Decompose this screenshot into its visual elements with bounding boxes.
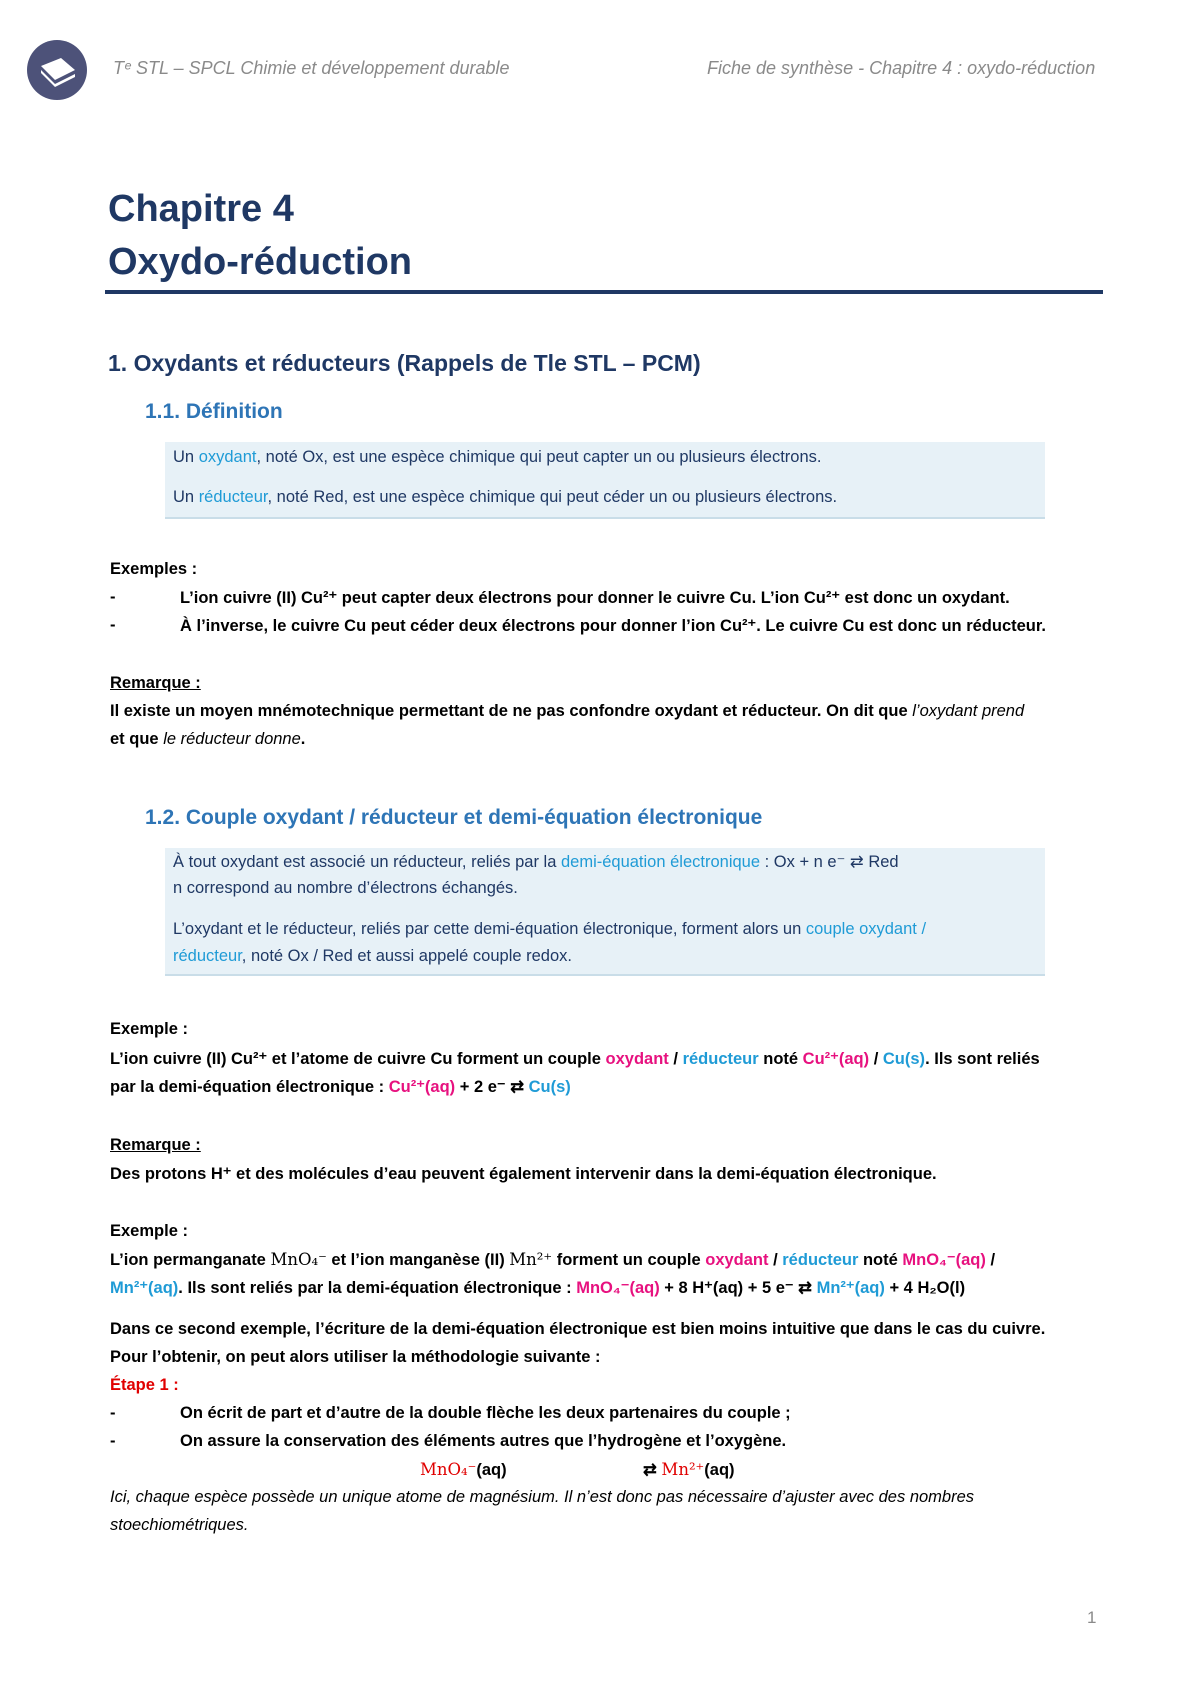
paragraph-line: Dans ce second exemple, l’écriture de la demi-équation électronique est bien moins intuitive que dans le cas du cuivre. [110, 1320, 1046, 1338]
note-line: Ici, chaque espèce possède un unique atome de magnésium. Il n’est donc pas nécessaire d’ajuster avec des nombres [110, 1488, 975, 1506]
example-line: Mn²⁺(aq). Ils sont reliés par la demi-équation électronique : MnO₄⁻(aq) + 8 H⁺(aq) + 5 e⁻ ⇄ Mn²⁺(aq) + 4 H₂O(l) [110, 1279, 966, 1297]
page-number: 1 [1087, 1608, 1097, 1627]
subsection-heading: 1.2. Couple oxydant / réducteur et demi-équation électronique [145, 806, 763, 829]
paragraph-line: Pour l’obtenir, on peut alors utiliser la méthodologie suivante : [110, 1348, 601, 1366]
step-label: Étape 1 : [110, 1376, 179, 1394]
example-line: L’ion cuivre (II) Cu²⁺ et l’atome de cuivre Cu forment un couple oxydant / réducteur noté Cu²⁺(aq) / Cu(s). Ils sont reliés [110, 1050, 1040, 1068]
definition-box [165, 442, 1045, 519]
definition-box [165, 848, 1045, 976]
chapter-title: Chapitre 4 [108, 188, 294, 230]
box-line: L’oxydant et le réducteur, reliés par cette demi-équation électronique, forment alors un couple oxydant / [173, 920, 927, 938]
remark-line: et que le réducteur donne. [110, 730, 306, 748]
definition-oxidant: Un oxydant, noté Ox, est une espèce chimique qui peut capter un ou plusieurs électrons. [173, 448, 822, 466]
examples-label: Exemples : [110, 560, 198, 578]
subsection-heading: 1.1. Définition [145, 400, 283, 423]
remark-label: Remarque : [110, 1136, 201, 1154]
header-right: Fiche de synthèse - Chapitre 4 : oxydo-réduction [707, 58, 1096, 78]
box-line: À tout oxydant est associé un réducteur, reliés par la demi-équation électronique : Ox + n e⁻ ⇄ Red [173, 853, 899, 871]
equation-left: MnO₄⁻(aq) [420, 1460, 507, 1479]
example-label: Exemple : [110, 1222, 188, 1240]
example-label: Exemple : [110, 1020, 188, 1038]
box-line: réducteur, noté Ox / Red et aussi appelé couple redox. [173, 947, 572, 965]
school-logo [27, 40, 87, 100]
remark-label: Remarque : [110, 674, 201, 692]
header-left: Tᵉ STL – SPCL Chimie et développement durable [113, 58, 510, 78]
example-line: par la demi-équation électronique : Cu²⁺(aq) + 2 e⁻ ⇄ Cu(s) [110, 1078, 571, 1096]
equation-right: ⇄ Mn²⁺(aq) [643, 1460, 735, 1479]
book-icon [27, 40, 87, 100]
examples-block: Exemple : L’ion cuivre (II) Cu²⁺ et l’atome de cuivre Cu forment un couple oxydant / réducteur noté Cu²⁺(aq) / Cu(s). Ils sont reliés par la demi-équation électronique : Cu²⁺(aq) + 2 e⁻ ⇄ Cu(s) Remarque : Des protons H⁺ et des molécules d’eau peuvent également intervenir dans la demi-équation électronique. Exemple : L’ion permanganate MnO₄⁻ et l’ion manganèse (II) Mn²⁺ forment un couple oxydant / réducteur noté MnO₄⁻(aq) / Mn²⁺(aq). Ils sont reliés par la demi-équation électronique : MnO₄⁻(aq) + 8 H⁺(aq) + 5 e⁻ ⇄ Mn²⁺(aq) + 4 H₂O(l) Dans ce second exemple, l’écriture de la demi-équation électronique est bien moins intuitive que dans le cas du cuivre. Pour l’obtenir, on peut alors utiliser la méthodologie suivante : Étape 1 : - On écrit de part et d’autre de la double flèche les deux partenaires du couple ; - On assure la conservation des éléments autres que l’hydrogène et l’oxygène. MnO₄⁻(aq) ⇄ Mn²⁺(aq) Ici, chaque espèce possède un unique atome de magnésium. Il n’est donc pas nécessaire d’ajuster avec des nombres stoechiométriques. [110, 1020, 1046, 1534]
remark-line: Il existe un moyen mnémotechnique permettant de ne pas confondre oxydant et réducteur. On dit que l’oxydant prend [110, 702, 1025, 720]
note-line: stoechiométriques. [110, 1516, 249, 1534]
remark-text: Des protons H⁺ et des molécules d’eau peuvent également intervenir dans la demi-équation électronique. [110, 1165, 937, 1183]
box-line: n correspond au nombre d’électrons échangés. [173, 879, 518, 897]
example-line: L’ion permanganate MnO₄⁻ et l’ion manganèse (II) Mn²⁺ forment un couple oxydant / réducteur noté MnO₄⁻(aq) / [110, 1250, 996, 1269]
examples-block: Exemples : - L’ion cuivre (II) Cu²⁺ peut capter deux électrons pour donner le cuivre Cu. L’ion Cu²⁺ est donc un oxydant. - À l’inverse, le cuivre Cu peut céder deux électrons pour donner l’ion Cu²⁺. Le cuivre Cu est donc un réducteur. Remarque : Il existe un moyen mnémotechnique permettant de ne pas confondre oxydant et réducteur. On dit que l’oxydant prend et que le réducteur donne. [110, 560, 1046, 748]
chapter-subtitle: Oxydo-réduction [108, 241, 413, 283]
title-rule [105, 290, 1103, 294]
section-heading: 1. Oxydants et réducteurs (Rappels de Tle STL – PCM) [108, 350, 701, 376]
definition-reducer: Un réducteur, noté Red, est une espèce chimique qui peut céder un ou plusieurs électrons. [173, 488, 838, 506]
